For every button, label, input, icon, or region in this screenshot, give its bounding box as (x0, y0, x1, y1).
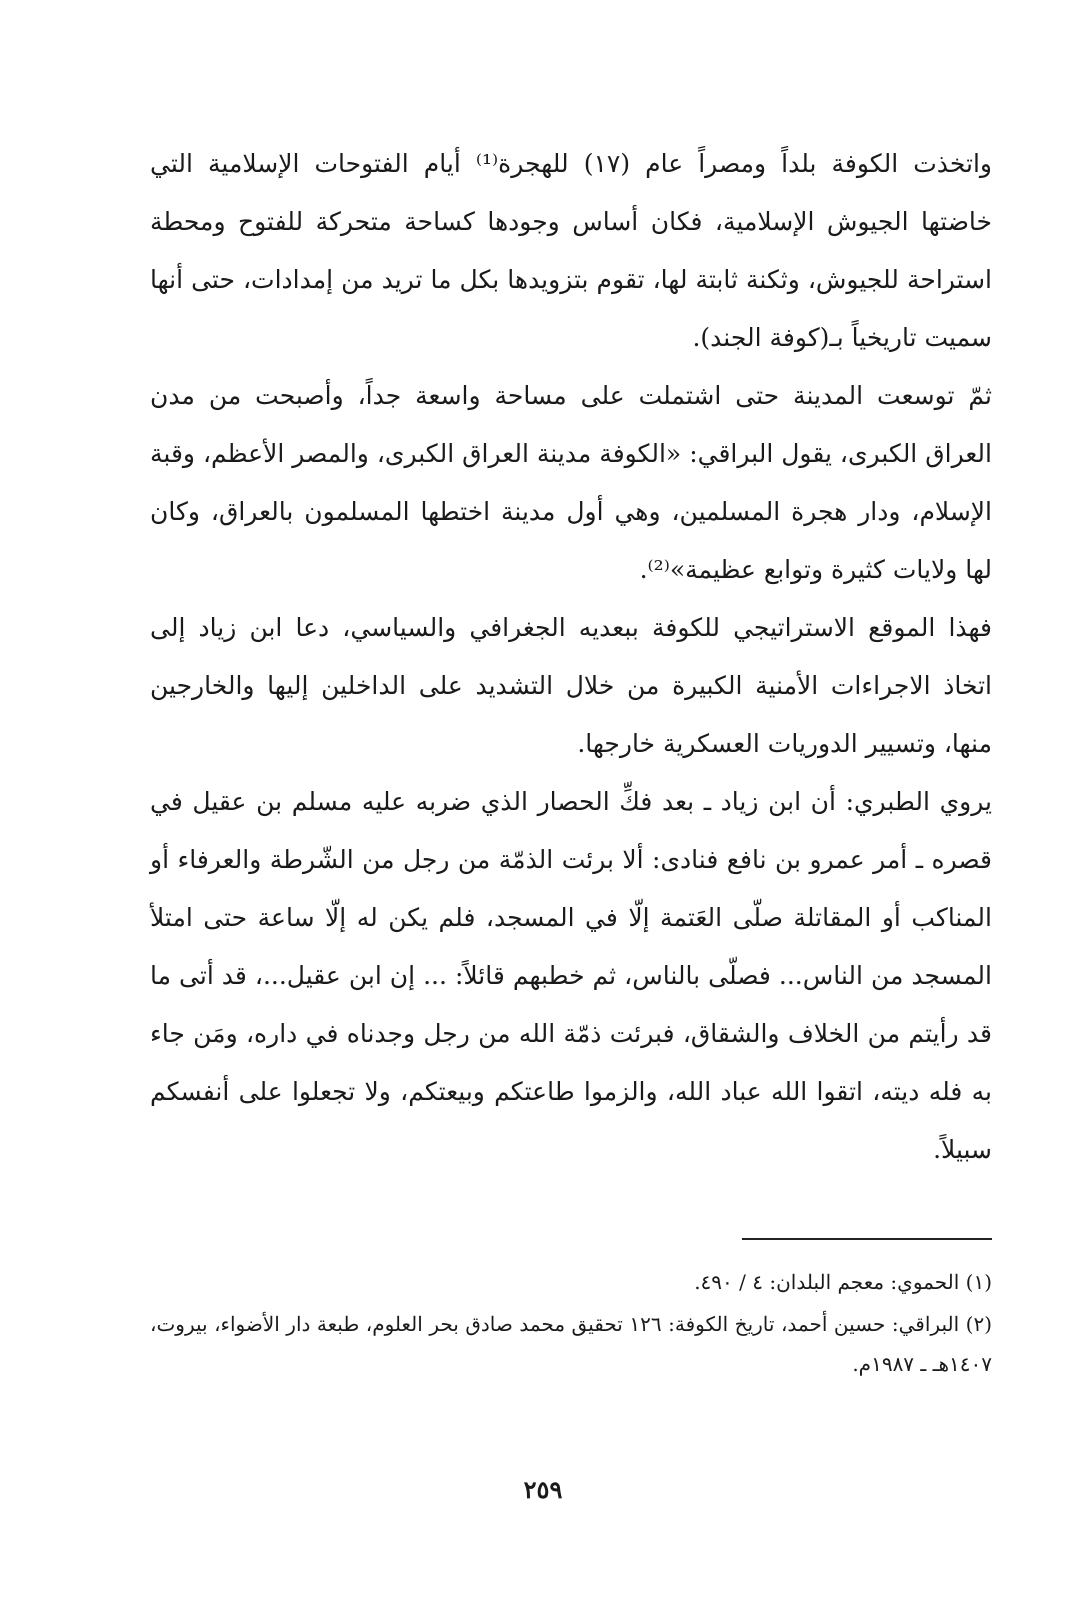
footnote-1: (١) الحموي: معجم البلدان: ٤ / ٤٩٠. (694, 1270, 992, 1294)
page-number: ٢٥٩ (523, 1475, 563, 1504)
main-text (150, 135, 992, 1179)
paragraph-kufa-founding: واتخذت الكوفة بلداً ومصراً عام (١٧) للهجرة⁽¹⁾ أيام الفتوحات الإسلامية التي خاضتها الجيوش الإسلامية، فكان أساس وجودها كساحة متحركة للفتوح ومحطة استراحة للجيوش، وثكنة ثابتة لها، تقوم بتزويدها بكل ما تريد من إمدادات، حتى أنها سميت تاريخياً بـ(كوفة الجند). (150, 149, 992, 352)
footnote-2: (٢) البراقي: حسين أحمد، تاريخ الكوفة: ١٢٦ تحقيق محمد صادق بحر العلوم، طبعة دار الأضواء، بيروت، ١٤٠٧هـ ـ ١٩٨٧م. (150, 1312, 993, 1376)
paragraph-tabari-narration: يروي الطبري: أن ابن زياد ـ بعد فكِّ الحصار الذي ضربه عليه مسلم بن عقيل في قصره ـ أمر عمرو بن نافع فنادى: ألا برئت الذمّة من رجل من الشّرطة والعرفاء أو المناكب أو المقاتلة صلّى العَتمة إلّا في المسجد، فلم يكن له إلّا ساعة حتى امتلأ المسجد من الناس... فصلّى بالناس، ثم خطبهم قائلاً: ... إن ابن عقيل...، قد أتى ما قد رأيتم من الخلاف والشقاق، فبرئت ذمّة الله من رجل وجدناه في داره، ومَن جاء به فله ديته، اتقوا الله عباد الله، والزموا طاعتكم وبيعتكم، ولا تجعلوا على أنفسكم سبيلاً. (150, 787, 992, 1164)
paragraph-kufa-expansion: ثمّ توسعت المدينة حتى اشتملت على مساحة واسعة جداً، وأصبحت من مدن العراق الكبرى، يقول البراقي: «الكوفة مدينة العراق الكبرى، والمصر الأعظم، وقبة الإسلام، ودار هجرة المسلمين، وهي أول مدينة اختطها المسلمون بالعراق، وكان لها ولايات كثيرة وتوابع عظيمة»⁽²⁾. (150, 381, 992, 584)
footnote-divider (742, 1238, 992, 1240)
paragraph-strategic-location: فهذا الموقع الاستراتيجي للكوفة ببعديه الجغرافي والسياسي، دعا ابن زياد إلى اتخاذ الاجراءات الأمنية الكبيرة من خلال التشديد على الداخلين إليها والخارجين منها، وتسيير الدوريات العسكرية خارجها. (150, 613, 992, 758)
footnotes (150, 1262, 992, 1386)
